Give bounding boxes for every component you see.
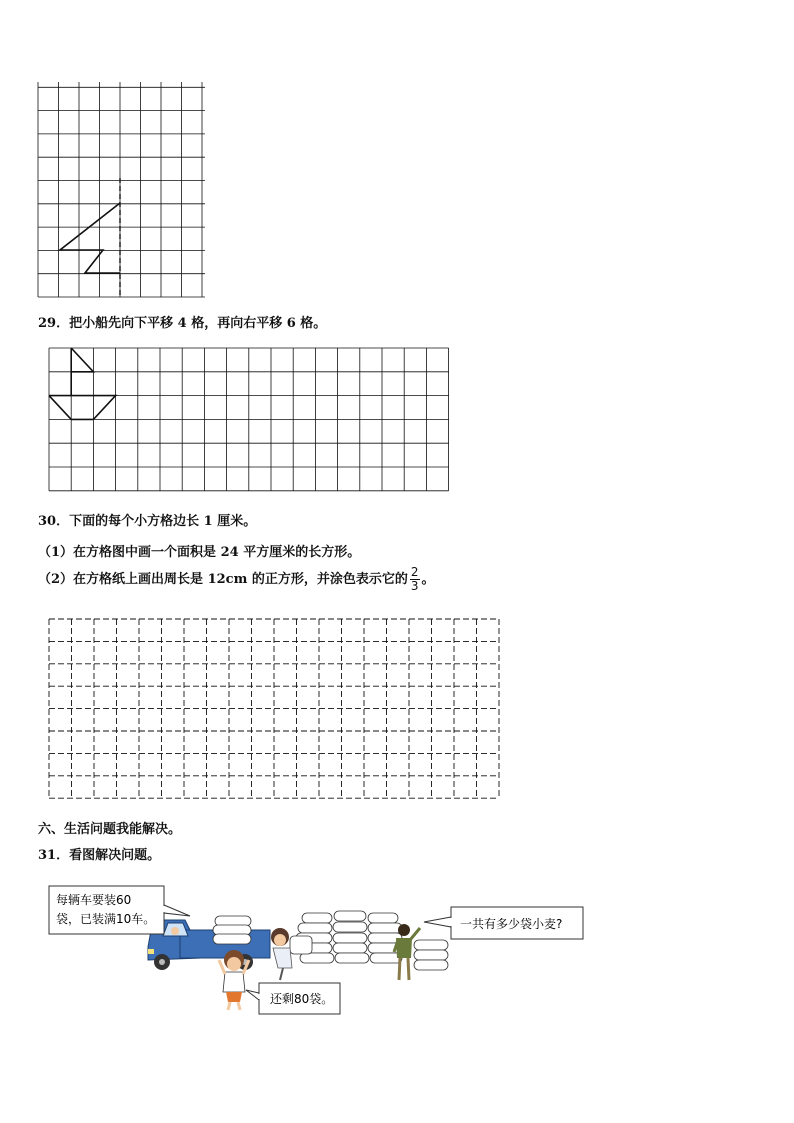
question-text: 下面的每个小方格边长 1 厘米。 bbox=[69, 514, 257, 529]
truck bbox=[148, 920, 270, 970]
man-speech-bubble bbox=[424, 907, 583, 939]
fraction-denominator: 3 bbox=[410, 579, 419, 593]
woman-figure bbox=[271, 928, 312, 980]
boy-speech-text: 还剩80袋。 bbox=[270, 992, 334, 1006]
question-number: 30． bbox=[38, 514, 70, 529]
driver-speech-line-1: 每辆车要装60 bbox=[56, 893, 132, 907]
fraction-numerator: 2 bbox=[410, 565, 419, 579]
section-6-title: 六、生活问题我能解决。 bbox=[38, 822, 182, 837]
question-number: 31． bbox=[38, 848, 70, 863]
sack-pile bbox=[296, 911, 448, 970]
question-text: 看图解决问题。 bbox=[69, 848, 161, 863]
boy-speech-bubble bbox=[246, 983, 340, 1014]
driver-speech-line-2: 袋，已装满10车。 bbox=[56, 912, 156, 926]
question-number: 29． bbox=[38, 316, 70, 331]
part-2-end: 。 bbox=[421, 572, 435, 587]
part-2-text: （2）在方格纸上画出周长是 12cm 的正方形，并涂色表示它的 bbox=[38, 572, 408, 587]
sacks-on-truck bbox=[213, 916, 251, 944]
question-text: 把小船先向下平移 4 格，再向右平移 6 格。 bbox=[69, 316, 327, 331]
man-speech-text: 一共有多少袋小麦? bbox=[460, 917, 563, 931]
part-1-text: （1）在方格图中画一个面积是 24 平方厘米的长方形。 bbox=[38, 545, 361, 560]
